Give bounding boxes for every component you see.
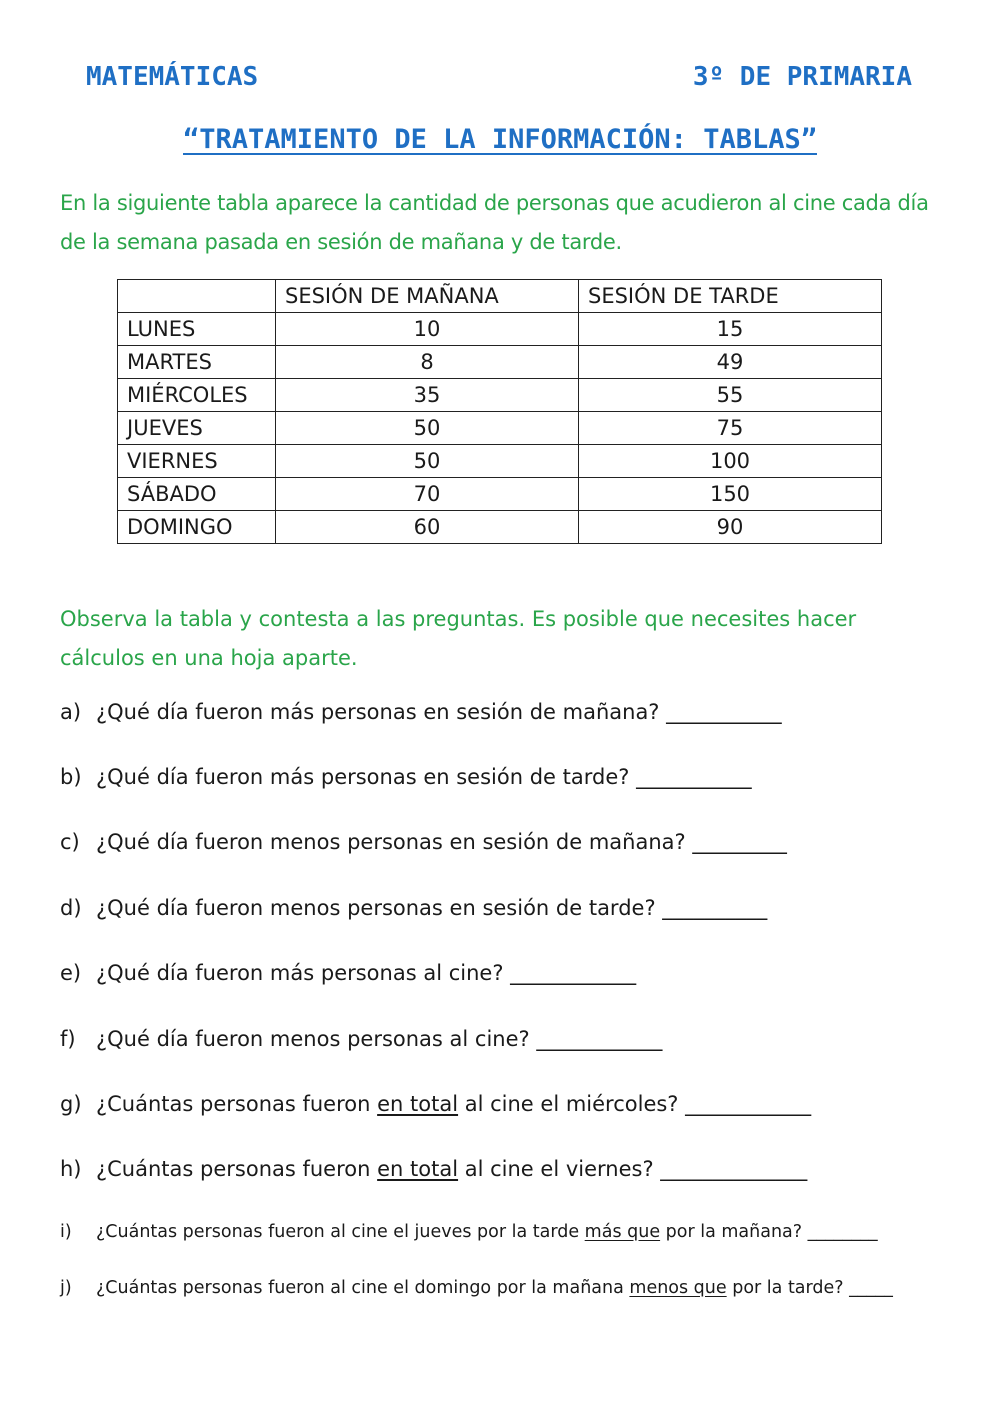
question-text xyxy=(96,1157,807,1181)
morning-cell: 35 xyxy=(276,379,579,412)
day-cell: MIÉRCOLES xyxy=(118,379,276,412)
question-text-post: por la tarde? _____ xyxy=(726,1278,893,1298)
grade-label: 3º DE PRIMARIA xyxy=(692,62,912,92)
table-header-cell: SESIÓN DE MAÑANA xyxy=(276,280,579,313)
question-letter: d) xyxy=(60,896,82,920)
question-text-pre: ¿Cuántas personas fueron xyxy=(96,1092,378,1116)
question-letter: j) xyxy=(60,1278,72,1298)
table-row xyxy=(118,478,882,511)
question-text: ¿Qué día fueron menos personas en sesión de mañana? _________ xyxy=(96,830,787,854)
question-i xyxy=(60,1222,878,1242)
table-header-row xyxy=(118,280,882,313)
question-c xyxy=(60,830,787,854)
question-emphasis: menos que xyxy=(629,1278,727,1298)
question-a xyxy=(60,700,782,724)
cinema-attendance-table xyxy=(117,279,882,544)
question-text-post: por la mañana? ________ xyxy=(660,1222,878,1242)
table-row xyxy=(118,379,882,412)
question-emphasis: en total xyxy=(377,1157,459,1181)
morning-cell: 50 xyxy=(276,445,579,478)
question-text: ¿Qué día fueron más personas en sesión de mañana? ___________ xyxy=(96,700,782,724)
question-text xyxy=(96,1222,878,1242)
question-text-post: al cine el miércoles? ____________ xyxy=(458,1092,812,1116)
question-letter: g) xyxy=(60,1092,82,1116)
question-letter: h) xyxy=(60,1157,82,1181)
question-letter: b) xyxy=(60,765,82,789)
day-cell: JUEVES xyxy=(118,412,276,445)
question-letter: f) xyxy=(60,1027,76,1051)
day-cell: MARTES xyxy=(118,346,276,379)
question-text: ¿Qué día fueron menos personas al cine? ____________ xyxy=(96,1027,663,1051)
question-letter: e) xyxy=(60,961,82,985)
morning-cell: 60 xyxy=(276,511,579,544)
table-row xyxy=(118,445,882,478)
question-j xyxy=(60,1278,893,1298)
morning-cell: 10 xyxy=(276,313,579,346)
morning-cell: 50 xyxy=(276,412,579,445)
question-letter: c) xyxy=(60,830,80,854)
question-text-pre: ¿Cuántas personas fueron al cine el domingo por la mañana xyxy=(96,1278,630,1298)
table-row xyxy=(118,412,882,445)
table-header-cell: SESIÓN DE TARDE xyxy=(579,280,882,313)
table-row xyxy=(118,511,882,544)
question-emphasis: más que xyxy=(584,1222,661,1242)
question-text xyxy=(96,1092,811,1116)
morning-cell: 70 xyxy=(276,478,579,511)
instructions-paragraph: Observa la tabla y contesta a las preguntas. Es posible que necesites hacer cálculos en una hoja aparte. xyxy=(60,607,857,670)
day-cell: SÁBADO xyxy=(118,478,276,511)
question-text: ¿Qué día fueron más personas en sesión de tarde? ___________ xyxy=(96,765,752,789)
afternoon-cell: 49 xyxy=(579,346,882,379)
question-text-post: al cine el viernes? ______________ xyxy=(458,1157,808,1181)
question-text xyxy=(96,1278,893,1298)
question-text: ¿Qué día fueron menos personas en sesión de tarde? __________ xyxy=(96,896,768,920)
question-emphasis: en total xyxy=(377,1092,459,1116)
worksheet-header xyxy=(86,62,912,92)
question-text-pre: ¿Cuántas personas fueron al cine el jueves por la tarde xyxy=(96,1222,585,1242)
afternoon-cell: 150 xyxy=(579,478,882,511)
question-text: ¿Qué día fueron más personas al cine? ____________ xyxy=(96,961,637,985)
question-e xyxy=(60,961,636,985)
morning-cell: 8 xyxy=(276,346,579,379)
question-letter: a) xyxy=(60,700,82,724)
day-cell: LUNES xyxy=(118,313,276,346)
question-f xyxy=(60,1027,662,1051)
table-row xyxy=(118,346,882,379)
table-row xyxy=(118,313,882,346)
afternoon-cell: 15 xyxy=(579,313,882,346)
afternoon-cell: 100 xyxy=(579,445,882,478)
intro-paragraph: En la siguiente tabla aparece la cantidad de personas que acudieron al cine cada día de la semana pasada en sesión de mañana y de tarde. xyxy=(60,191,929,254)
afternoon-cell: 75 xyxy=(579,412,882,445)
question-g xyxy=(60,1092,811,1116)
afternoon-cell: 90 xyxy=(579,511,882,544)
question-h xyxy=(60,1157,807,1181)
question-d xyxy=(60,896,767,920)
question-letter: i) xyxy=(60,1222,72,1242)
afternoon-cell: 55 xyxy=(579,379,882,412)
table-header-cell xyxy=(118,280,276,313)
subject-label: MATEMÁTICAS xyxy=(86,62,259,92)
page-title: “TRATAMIENTO DE LA INFORMACIÓN: TABLAS” xyxy=(183,124,817,155)
question-b xyxy=(60,765,752,789)
question-text-pre: ¿Cuántas personas fueron xyxy=(96,1157,378,1181)
day-cell: DOMINGO xyxy=(118,511,276,544)
day-cell: VIERNES xyxy=(118,445,276,478)
